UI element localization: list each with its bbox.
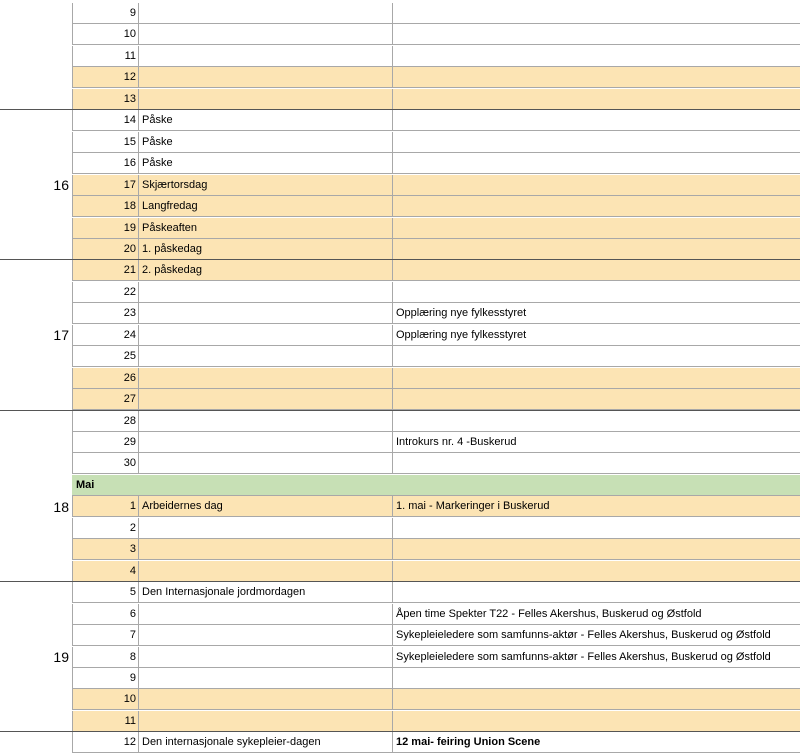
day-cell[interactable]: 10: [72, 689, 139, 710]
day-cell[interactable]: 28: [72, 411, 139, 432]
holiday-cell[interactable]: Den Internasjonale jordmordagen: [139, 582, 393, 603]
activity-cell[interactable]: [393, 389, 800, 410]
week-cell[interactable]: [0, 260, 72, 281]
holiday-cell[interactable]: [139, 67, 393, 88]
table-row: [0, 689, 800, 710]
activity-cell[interactable]: Sykepleieledere som samfunns-aktør - Felles Akershus, Buskerud og Østfold: [393, 625, 800, 646]
week-cell[interactable]: [0, 132, 72, 153]
activity-cell[interactable]: Opplæring nye fylkesstyret: [393, 303, 800, 324]
table-row: [0, 46, 800, 67]
activity-cell[interactable]: [393, 346, 800, 367]
week-cell[interactable]: [0, 346, 72, 367]
week-cell[interactable]: [0, 411, 72, 432]
day-cell[interactable]: 13: [72, 89, 139, 110]
week-cell[interactable]: [0, 110, 72, 131]
table-row: [0, 260, 800, 281]
day-cell[interactable]: 19: [72, 218, 139, 239]
week-cell[interactable]: [0, 303, 72, 324]
day-cell[interactable]: 25: [72, 346, 139, 367]
activity-cell[interactable]: [393, 260, 800, 281]
day-cell[interactable]: 12: [72, 732, 139, 753]
week-cell[interactable]: [0, 153, 72, 174]
month-header[interactable]: [72, 475, 800, 496]
day-cell[interactable]: 9: [72, 3, 139, 24]
table-row: [0, 732, 800, 753]
holiday-cell[interactable]: [139, 411, 393, 432]
activity-cell[interactable]: [393, 46, 800, 67]
holiday-cell[interactable]: [139, 24, 393, 45]
holiday-cell[interactable]: [139, 282, 393, 303]
activity-cell[interactable]: [393, 218, 800, 239]
activity-cell[interactable]: [393, 453, 800, 474]
holiday-cell[interactable]: [139, 89, 393, 110]
week-cell[interactable]: [0, 389, 72, 410]
holiday-cell[interactable]: [139, 368, 393, 389]
day-cell[interactable]: 22: [72, 282, 139, 303]
week-cell[interactable]: [0, 453, 72, 474]
week-cell[interactable]: [0, 3, 72, 24]
week-separator: [0, 731, 800, 732]
activity-cell[interactable]: [393, 132, 800, 153]
week-cell[interactable]: [0, 218, 72, 239]
week-cell[interactable]: [0, 561, 72, 582]
activity-cell[interactable]: [393, 67, 800, 88]
activity-cell[interactable]: 1. mai - Markeringer i Buskerud: [393, 496, 800, 517]
holiday-cell[interactable]: Skjærtorsdag: [139, 175, 393, 196]
day-cell[interactable]: 3: [72, 539, 139, 560]
activity-cell[interactable]: [393, 89, 800, 110]
table-row: [0, 153, 800, 174]
day-cell[interactable]: 30: [72, 453, 139, 474]
holiday-cell[interactable]: [139, 668, 393, 689]
activity-cell[interactable]: [393, 539, 800, 560]
week-cell[interactable]: [0, 89, 72, 110]
holiday-cell[interactable]: 1. påskedag: [139, 239, 393, 260]
holiday-cell[interactable]: Langfredag: [139, 196, 393, 217]
day-cell[interactable]: 11: [72, 46, 139, 67]
week-cell[interactable]: [0, 732, 72, 753]
table-row: [0, 518, 800, 539]
table-row: [0, 647, 800, 668]
week-cell[interactable]: [0, 518, 72, 539]
week-cell[interactable]: [0, 67, 72, 88]
holiday-cell[interactable]: Påske: [139, 153, 393, 174]
week-separator: [0, 581, 800, 582]
table-row: [0, 239, 800, 260]
holiday-cell[interactable]: [139, 604, 393, 625]
activity-cell[interactable]: Åpen time Spekter T22 - Felles Akershus, Buskerud og Østfold: [393, 604, 800, 625]
holiday-cell[interactable]: [139, 3, 393, 24]
day-cell[interactable]: 1: [72, 496, 139, 517]
holiday-cell[interactable]: [139, 625, 393, 646]
holiday-cell[interactable]: 2. påskedag: [139, 260, 393, 281]
activity-cell[interactable]: Introkurs nr. 4 -Buskerud: [393, 432, 800, 453]
table-row: [0, 561, 800, 582]
holiday-cell[interactable]: [139, 325, 393, 346]
holiday-cell[interactable]: [139, 518, 393, 539]
week-cell[interactable]: [0, 711, 72, 732]
activity-cell[interactable]: Opplæring nye fylkesstyret: [393, 325, 800, 346]
activity-cell[interactable]: [393, 196, 800, 217]
week-cell[interactable]: [0, 368, 72, 389]
table-row: [0, 218, 800, 239]
week-cell[interactable]: [0, 582, 72, 603]
activity-cell[interactable]: [393, 582, 800, 603]
activity-cell[interactable]: Sykepleieledere som samfunns-aktør - Felles Akershus, Buskerud og Østfold: [393, 647, 800, 668]
table-row: [0, 711, 800, 732]
day-cell[interactable]: 8: [72, 647, 139, 668]
holiday-cell[interactable]: [139, 561, 393, 582]
activity-cell[interactable]: [393, 668, 800, 689]
month-label: Mai: [76, 478, 95, 491]
week-cell[interactable]: [0, 625, 72, 646]
holiday-cell[interactable]: [139, 453, 393, 474]
holiday-cell[interactable]: [139, 303, 393, 324]
activity-cell[interactable]: [393, 518, 800, 539]
day-cell[interactable]: 6: [72, 604, 139, 625]
holiday-cell[interactable]: [139, 346, 393, 367]
activity-cell[interactable]: [393, 689, 800, 710]
holiday-cell[interactable]: [139, 539, 393, 560]
week-cell[interactable]: [0, 196, 72, 217]
table-row: [0, 432, 800, 453]
day-cell[interactable]: 24: [72, 325, 139, 346]
week-cell[interactable]: [0, 689, 72, 710]
day-cell[interactable]: 11: [72, 711, 139, 732]
day-cell[interactable]: 14: [72, 110, 139, 131]
table-row: [0, 496, 800, 517]
week-cell[interactable]: [0, 432, 72, 453]
day-cell[interactable]: 29: [72, 432, 139, 453]
table-row: [0, 346, 800, 367]
day-cell[interactable]: 17: [72, 175, 139, 196]
activity-cell[interactable]: [393, 561, 800, 582]
holiday-cell[interactable]: Påskeaften: [139, 218, 393, 239]
table-row: [0, 582, 800, 603]
week-number: 16: [53, 177, 69, 194]
week-cell[interactable]: [0, 24, 72, 45]
activity-cell[interactable]: [393, 368, 800, 389]
table-row: [0, 604, 800, 625]
day-cell[interactable]: 15: [72, 132, 139, 153]
week-separator: [0, 259, 800, 260]
table-row: [0, 325, 800, 346]
table-row: [0, 196, 800, 217]
activity-cell[interactable]: [393, 711, 800, 732]
week-separator: [0, 109, 800, 110]
week-number: 19: [53, 649, 69, 666]
activity-cell[interactable]: [393, 239, 800, 260]
table-row: [0, 453, 800, 474]
activity-cell[interactable]: [393, 411, 800, 432]
activity-cell[interactable]: 12 mai- feiring Union Scene: [393, 732, 800, 753]
day-cell[interactable]: 5: [72, 582, 139, 603]
activity-cell[interactable]: [393, 153, 800, 174]
holiday-cell[interactable]: Påske: [139, 132, 393, 153]
holiday-cell[interactable]: [139, 432, 393, 453]
week-separator: [0, 410, 800, 411]
table-row: [0, 67, 800, 88]
holiday-cell[interactable]: [139, 647, 393, 668]
week-cell[interactable]: [0, 46, 72, 67]
table-row: [0, 3, 800, 24]
day-cell[interactable]: 20: [72, 239, 139, 260]
day-cell[interactable]: 23: [72, 303, 139, 324]
table-row: [0, 110, 800, 131]
day-cell[interactable]: 12: [72, 67, 139, 88]
week-number: 17: [53, 327, 69, 344]
day-cell[interactable]: 9: [72, 668, 139, 689]
holiday-cell[interactable]: Arbeidernes dag: [139, 496, 393, 517]
day-cell[interactable]: 7: [72, 625, 139, 646]
holiday-cell[interactable]: [139, 389, 393, 410]
table-row: [0, 539, 800, 560]
table-row: [0, 368, 800, 389]
day-cell[interactable]: 16: [72, 153, 139, 174]
week-cell[interactable]: [0, 539, 72, 560]
week-cell[interactable]: [0, 668, 72, 689]
day-cell[interactable]: 4: [72, 561, 139, 582]
table-row: [0, 132, 800, 153]
holiday-cell[interactable]: [139, 46, 393, 67]
week-cell[interactable]: [0, 604, 72, 625]
holiday-cell[interactable]: [139, 689, 393, 710]
holiday-cell[interactable]: Den internasjonale sykepleier-dagen: [139, 732, 393, 753]
table-row: [0, 24, 800, 45]
table-row: [0, 303, 800, 324]
table-row: [0, 625, 800, 646]
table-row: [0, 282, 800, 303]
activity-cell[interactable]: [393, 110, 800, 131]
activity-cell[interactable]: [393, 282, 800, 303]
holiday-cell[interactable]: [139, 711, 393, 732]
activity-cell[interactable]: [393, 3, 800, 24]
table-row: [0, 89, 800, 110]
day-cell[interactable]: 21: [72, 260, 139, 281]
day-cell[interactable]: 27: [72, 389, 139, 410]
week-cell[interactable]: [0, 239, 72, 260]
day-cell[interactable]: 10: [72, 24, 139, 45]
week-number: 18: [53, 499, 69, 516]
table-row: [0, 389, 800, 410]
activity-cell[interactable]: [393, 175, 800, 196]
table-row: [0, 668, 800, 689]
day-cell[interactable]: 2: [72, 518, 139, 539]
week-cell[interactable]: [0, 282, 72, 303]
table-row: [0, 411, 800, 432]
holiday-cell[interactable]: Påske: [139, 110, 393, 131]
table-row: [0, 175, 800, 196]
day-cell[interactable]: 26: [72, 368, 139, 389]
day-cell[interactable]: 18: [72, 196, 139, 217]
activity-cell[interactable]: [393, 24, 800, 45]
